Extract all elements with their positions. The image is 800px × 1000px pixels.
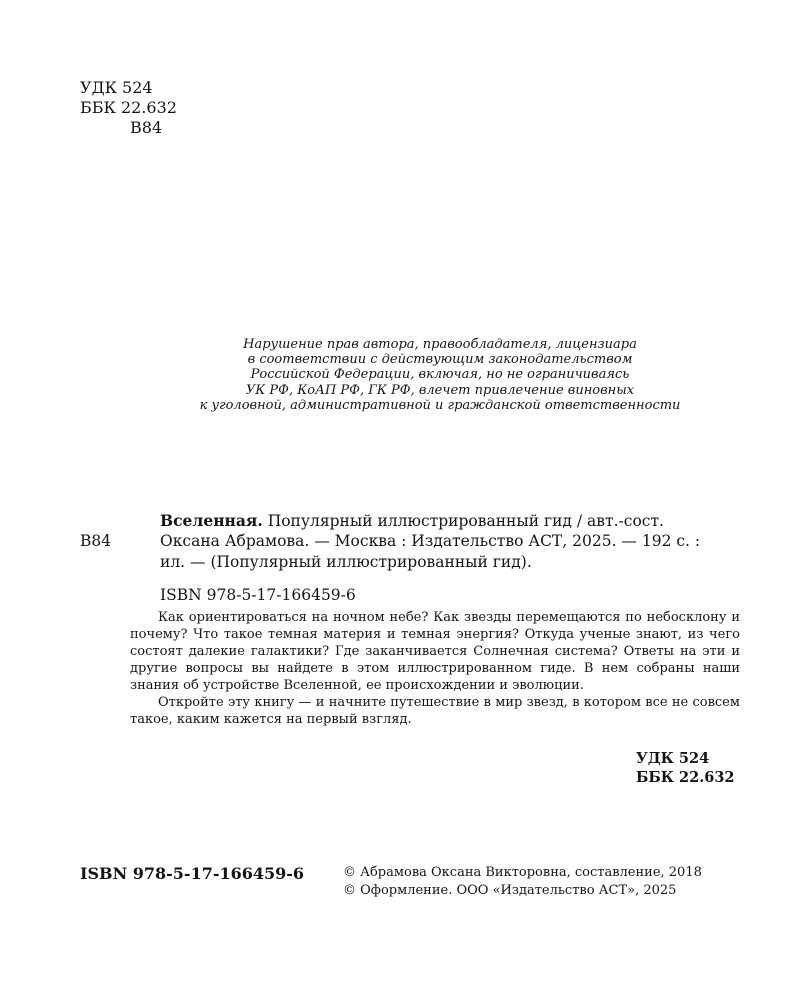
biblio-isbn: ISBN 978-5-17-166459-6: [160, 586, 356, 604]
classification-codes-bottom: [636, 749, 735, 787]
author-mark: В84: [130, 118, 163, 137]
copyright-line: © Оформление. ООО «Издательство АСТ», 2025: [343, 883, 677, 898]
book-title: Вселенная.: [160, 511, 263, 530]
biblio-line-3: [80, 552, 740, 573]
udk-code: УДК 524: [80, 78, 153, 97]
bbk-code: ББК 22.632: [80, 98, 177, 117]
notice-line: Нарушение прав автора, правообладателя, лицензиара: [243, 337, 637, 352]
notice-line: Российской Федерации, включая, но не ограничиваясь: [250, 367, 630, 383]
copyright-block: [343, 864, 702, 900]
abstract: [130, 609, 740, 728]
biblio-author-mark: В84: [80, 532, 112, 550]
biblio-text: Оксана Абрамова. — Москва : Издательство АСТ, 2025. — 192 с. :: [160, 532, 701, 550]
notice-line: к уголовной, административной и гражданской ответственности: [199, 397, 681, 413]
classification-codes: [80, 78, 177, 138]
notice-line: УК РФ, КоАП РФ, ГК РФ, влечет привлечение виновных: [245, 382, 635, 398]
copyright-line: © Абрамова Оксана Викторовна, составление, 2018: [343, 865, 702, 880]
udk-code: УДК 524: [636, 750, 710, 767]
abstract-paragraph: Откройте эту книгу — и начните путешествие в мир звезд, в котором все не совсем такое, каким кажется на первый взгляд.: [130, 695, 740, 727]
biblio-line-1: [80, 510, 740, 531]
isbn: ISBN 978-5-17-166459-6: [80, 864, 305, 883]
copyright-notice: [80, 337, 800, 413]
abstract-paragraph: Как ориентироваться на ночном небе? Как звезды перемещаются по небосклону и почему? Что такое темная материя и темная энергия? Откуда ученые знают, из чего состоят далекие галактики? Где заканчивается Солнечная система? Ответы на эти и другие вопросы вы найдете в этом иллюстрированном гиде. В нем собраны наши знания об устройстве Вселенной, ее происхождении и эволюции.: [130, 610, 740, 693]
biblio-line-2: [80, 531, 740, 552]
biblio-isbn-row: [80, 585, 740, 606]
biblio-title-rest: Популярный иллюстрированный гид / авт.-сост.: [262, 512, 664, 530]
bbk-code: ББК 22.632: [636, 769, 735, 786]
biblio-text: ил. — (Популярный иллюстрированный гид).: [160, 553, 532, 571]
bibliographic-record: [80, 510, 740, 606]
notice-line: в соответствии с действующим законодательством: [247, 352, 633, 368]
